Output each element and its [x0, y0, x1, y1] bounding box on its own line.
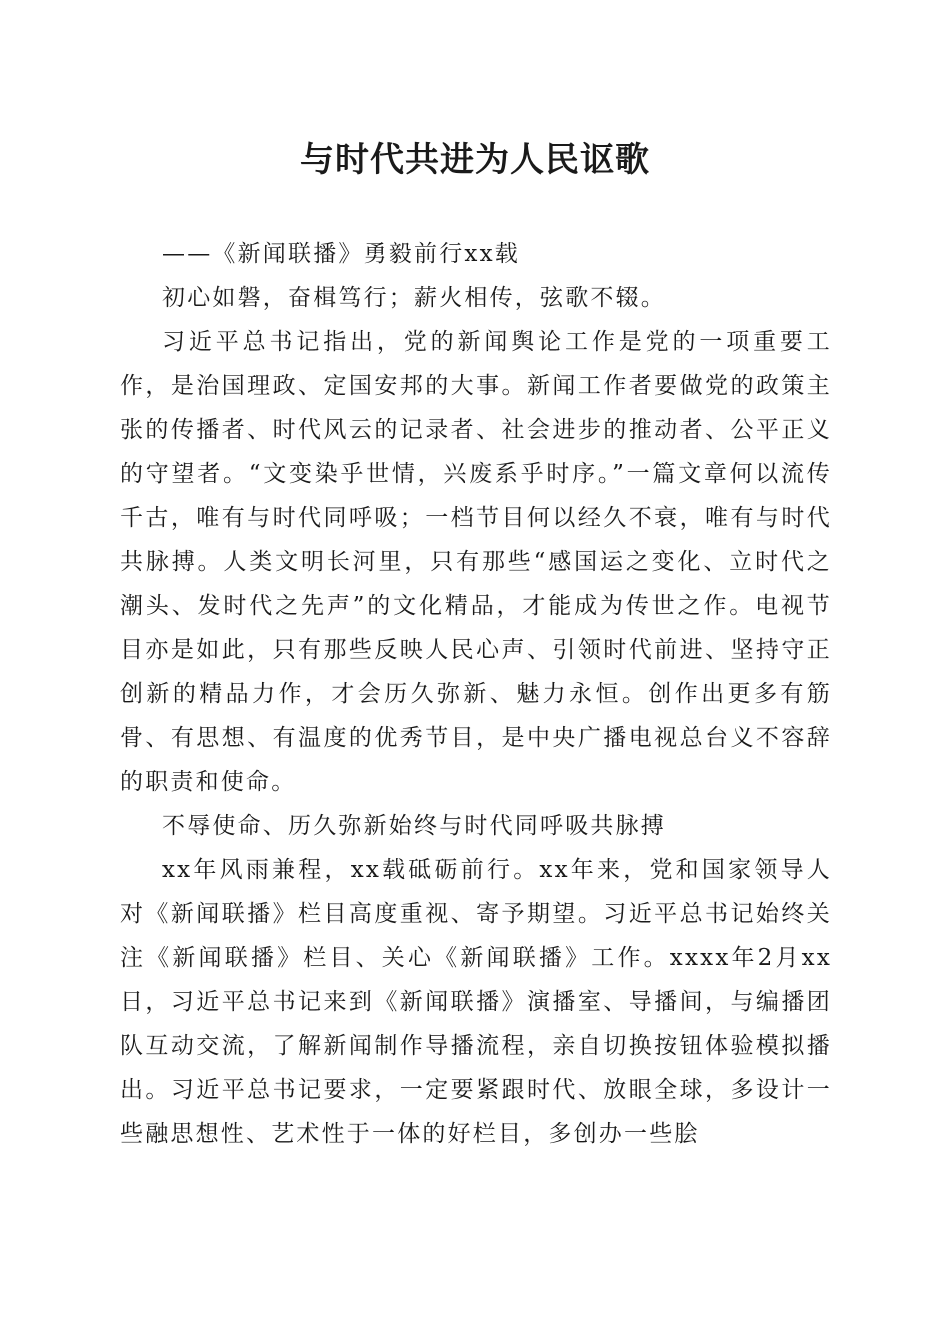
paragraph: xx年风雨兼程，xx载砥砺前行。xx年来，党和国家领导人对《新闻联播》栏目高度重视、寄予期望。习近平总书记始终关注《新闻联播》栏目、关心《新闻联播》工作。xxxx年2月xx日，习近平总书记来到《新闻联播》演播室、导播间，与编播团队互动交流，了解新闻制作导播流程，亲自切换按钮体验模拟播出。习近平总书记要求，一定要紧跟时代、放眼全球，多设计一些融思想性、艺术性于一体的好栏目，多创办一些脍 — [120, 857, 832, 1147]
paragraph: 习近平总书记指出，党的新闻舆论工作是党的一项重要工作，是治国理政、定国安邦的大事。新闻工作者要做党的政策主张的传播者、时代风云的记录者、社会进步的推动者、公平正义的守望者。“文变染乎世情，兴废系乎时序。”一篇文章何以流传千古，唯有与时代同呼吸；一档节目何以经久不衰，唯有与时代共脉搏。人类文明长河里，只有那些“感国运之变化、立时代之潮头、发时代之先声”的文化精品，才能成为传世之作。电视节目亦是如此，只有那些反映人民心声、引领时代前进、坚持守正创新的精品力作，才会历久弥新、魅力永恒。创作出更多有筋骨、有思想、有温度的优秀节目，是中央广播电视总台义不容辞的职责和使命。 — [120, 329, 832, 795]
section-heading: 不辱使命、历久弥新始终与时代同呼吸共脉搏 — [162, 813, 666, 839]
document-body — [120, 232, 832, 1156]
subtitle: ——《新闻联播》勇毅前行xx载 — [162, 241, 520, 267]
document-title: 与时代共进为人民讴歌 — [300, 140, 650, 180]
paragraph: 初心如磐，奋楫笃行；薪火相传，弦歌不辍。 — [162, 285, 666, 311]
